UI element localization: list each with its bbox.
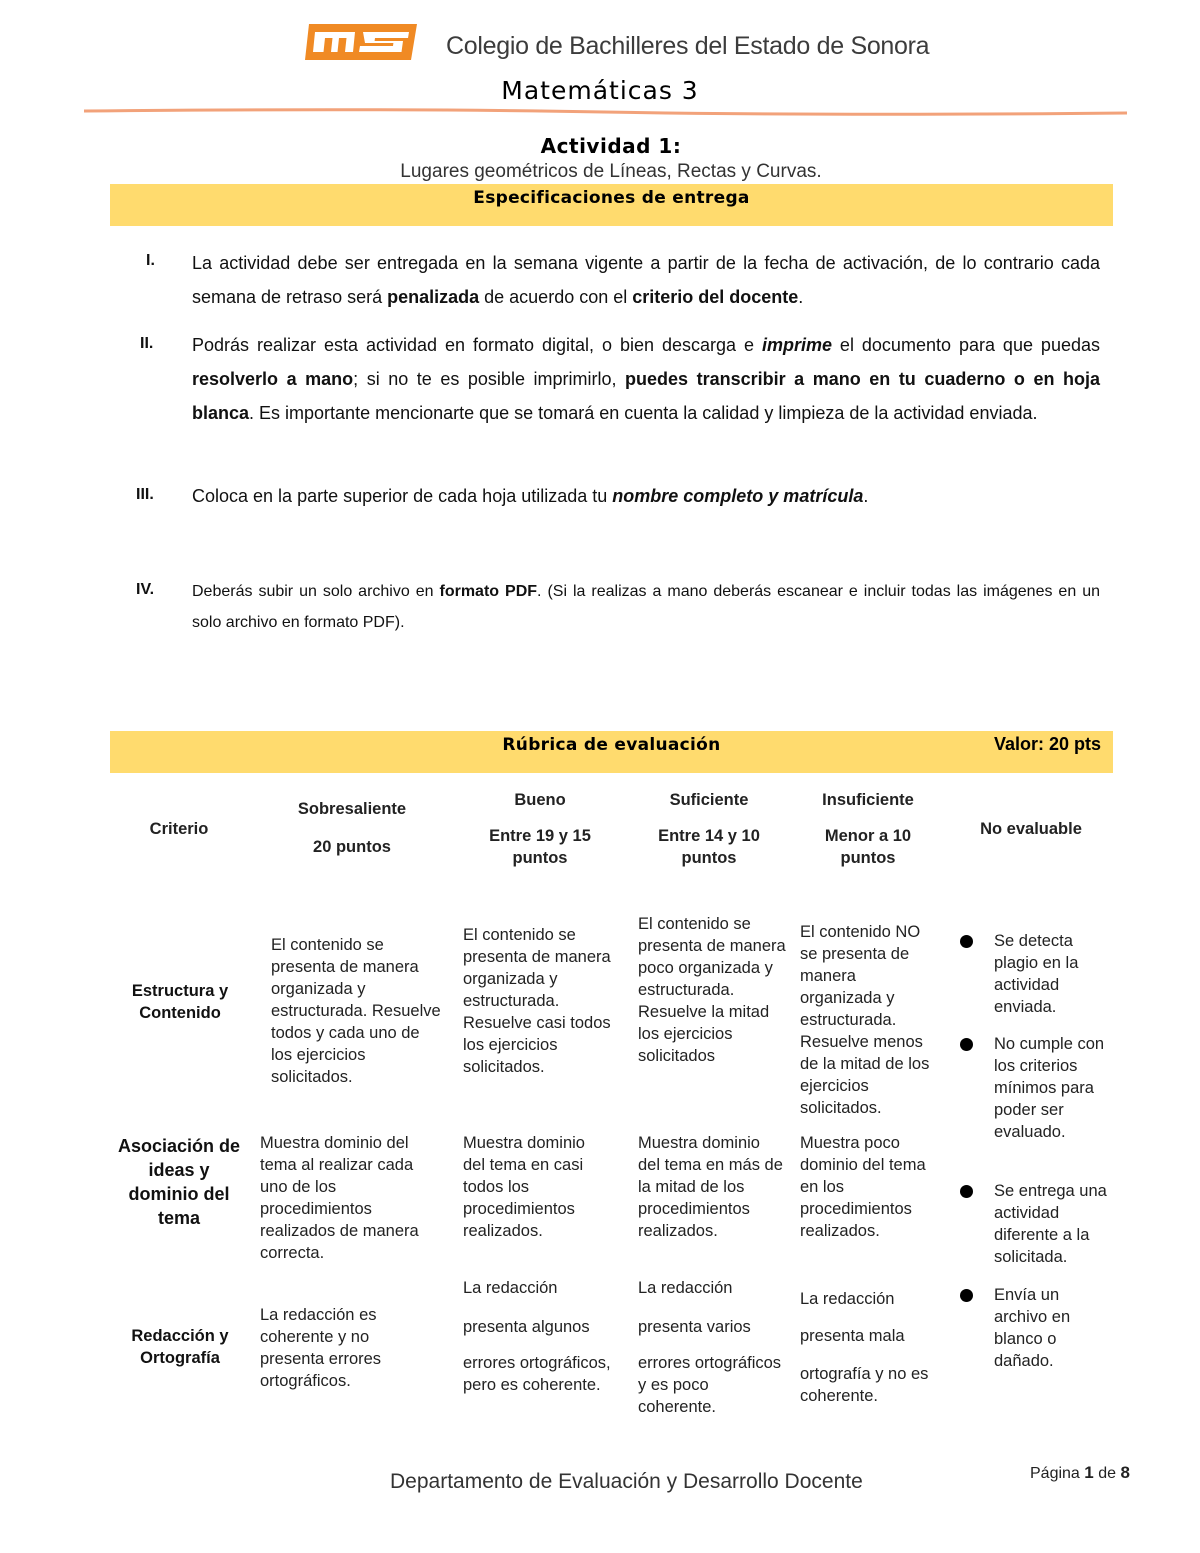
spec-text [192, 479, 1100, 513]
header-suficiente-points: Entre 14 y 10 puntos [658, 827, 760, 867]
spec-number: II. [140, 335, 154, 352]
page-of: de [1098, 1465, 1116, 1482]
spec-text [192, 246, 1100, 314]
text-segment: formato PDF [439, 583, 538, 600]
text-segment: el documento para que puedas [831, 335, 1100, 355]
text-segment: imprime [761, 335, 832, 355]
cell-asociacion-insuficiente: Muestra poco dominio del tema en los procedimientos realizados. [800, 1134, 926, 1240]
rubric-title: Rúbrica de evaluación [502, 735, 721, 755]
school-name: Colegio de Bachilleres del Estado de Sonora [446, 32, 930, 60]
text-segment: . (Si la realizas a mano deberás escanear e incluir todas las imágenes en un solo archivo en formato PDF). [192, 583, 1100, 631]
cell-estructura-sobresaliente: El contenido se presenta de manera organizada y estructurada. Resuelve todos y cada uno de los ejercicios solicitados. [271, 936, 441, 1086]
text-segment: ; si no te es posible imprimirlo, [353, 369, 626, 389]
header-no-evaluable: No evaluable [980, 820, 1082, 838]
text-segment: . [798, 287, 804, 307]
cobach-logo-icon [305, 22, 423, 62]
cell-redaccion-bueno-line: errores ortográficos, pero es coherente. [463, 1354, 611, 1394]
document-header [0, 20, 1200, 80]
header-insuficiente: Insuficiente [822, 791, 914, 809]
no-evaluable-text: Envía un archivo en blanco o dañado. [994, 1286, 1071, 1370]
header-criterio: Criterio [149, 820, 209, 838]
cell-asociacion-suficiente: Muestra dominio del tema en más de la mitad de los procedimientos realizados. [638, 1134, 783, 1240]
rubric-header-bar [110, 731, 1113, 773]
text-segment: Coloca en la parte superior de cada hoja utilizada tu [192, 486, 613, 506]
criterion-estructura: Estructura y Contenido [131, 982, 229, 1022]
activity-subtitle: Lugares geométricos de Líneas, Rectas y Curvas. [400, 161, 822, 182]
cell-redaccion-insuficiente-line: La redacción [800, 1290, 895, 1308]
specs-title: Especificaciones de entrega [473, 188, 750, 208]
bullet-icon [960, 1185, 973, 1198]
header-bueno-points: Entre 19 y 15 puntos [489, 827, 591, 867]
header-insuficiente-points: Menor a 10 puntos [824, 827, 912, 867]
cell-redaccion-suficiente-line: La redacción [638, 1279, 733, 1297]
text-segment: de acuerdo con el [479, 287, 633, 307]
cell-redaccion-sobresaliente: La redacción es coherente y no presenta errores ortográficos. [260, 1306, 382, 1390]
cell-estructura-bueno: El contenido se presenta de manera organizada y estructurada. Resuelve casi todos los ejercicios solicitados. [463, 926, 611, 1076]
text-segment: resolverlo a mano [192, 369, 354, 389]
footer-department: Departamento de Evaluación y Desarrollo Docente [390, 1470, 863, 1493]
spec-number: I. [146, 252, 155, 269]
page-number [1030, 1463, 1130, 1483]
spec-text [192, 576, 1100, 638]
cell-redaccion-bueno-line: La redacción [463, 1279, 558, 1297]
no-evaluable-text: No cumple con los criterios mínimos para poder ser evaluado. [994, 1035, 1105, 1141]
bullet-icon [960, 1289, 973, 1302]
text-segment: La actividad debe ser entregada en la semana vigente a partir de la fecha de activación, de lo contrario cada semana de retraso será [192, 253, 1100, 307]
text-segment: Deberás subir un solo archivo en [192, 583, 440, 600]
header-bueno: Bueno [514, 791, 566, 809]
header-divider [84, 104, 1127, 116]
text-segment: Podrás realizar esta actividad en formato digital, o bien descarga e [192, 335, 762, 355]
cell-redaccion-bueno-line: presenta algunos [463, 1318, 590, 1336]
text-segment: . [863, 486, 869, 506]
spec-number: III. [136, 486, 154, 503]
header-suficiente: Suficiente [669, 791, 749, 809]
text-segment: nombre completo y matrícula [612, 486, 864, 506]
criterion-asociacion: Asociación de ideas y dominio del tema [117, 1136, 241, 1228]
cell-estructura-suficiente: El contenido se presenta de manera poco organizada y estructurada. Resuelve la mitad los ejercicios solicitados [638, 915, 786, 1065]
specs-header-bar [110, 184, 1113, 226]
cell-estructura-insuficiente: El contenido NO se presenta de manera organizada y estructurada. Resuelve menos de la mitad de los ejercicios solicitados. [800, 923, 930, 1117]
spec-number: IV. [136, 581, 155, 598]
no-evaluable-text: Se entrega una actividad diferente a la solicitada. [994, 1182, 1107, 1266]
text-segment: penalizada [387, 287, 480, 307]
rubric-value: Valor: 20 pts [993, 734, 1101, 754]
page-label: Página [1030, 1465, 1080, 1482]
page-current: 1 [1084, 1463, 1094, 1482]
bullet-icon [960, 935, 973, 948]
page-total: 8 [1120, 1463, 1130, 1482]
no-evaluable-text: Se detecta plagio en la actividad enviada. [994, 932, 1079, 1016]
header-sobresaliente-points: 20 puntos [313, 838, 391, 856]
cell-asociacion-bueno: Muestra dominio del tema en casi todos los procedimientos realizados. [463, 1134, 585, 1240]
cell-asociacion-sobresaliente: Muestra dominio del tema al realizar cada uno de los procedimientos realizados de manera correcta. [260, 1134, 419, 1262]
cell-redaccion-suficiente-line: errores ortográficos y es poco coherente. [638, 1354, 782, 1416]
text-segment: . Es importante mencionarte que se tomará en cuenta la calidad y limpieza de la actividad enviada. [249, 403, 1038, 423]
cell-redaccion-insuficiente-line: presenta mala [800, 1327, 905, 1345]
cell-redaccion-insuficiente-line: ortografía y no es coherente. [800, 1365, 929, 1405]
activity-title: Actividad 1: [540, 134, 682, 158]
cell-redaccion-suficiente-line: presenta varios [638, 1318, 751, 1336]
text-segment: criterio del docente [632, 287, 799, 307]
subject-title: Matemáticas 3 [501, 76, 699, 105]
bullet-icon [960, 1038, 973, 1051]
text-segment: puedes transcribir a mano en tu cuaderno o en hoja blanca [192, 369, 1100, 423]
spec-text [192, 328, 1100, 430]
header-sobresaliente: Sobresaliente [297, 800, 407, 818]
criterion-redaccion: Redacción y Ortografía [131, 1327, 229, 1367]
